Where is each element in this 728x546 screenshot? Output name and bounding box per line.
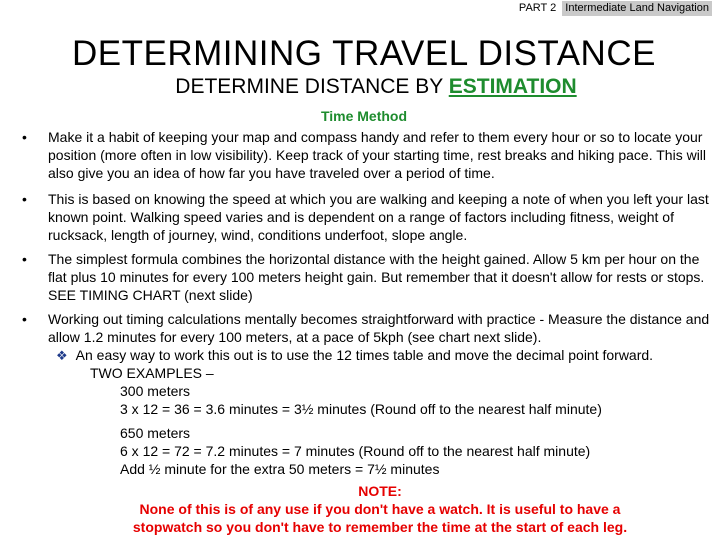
bullet-marker: • bbox=[22, 311, 27, 327]
example1-calc: 3 x 12 = 36 = 3.6 minutes = 3½ minutes (Round off to the nearest half minute) bbox=[120, 401, 602, 417]
subtitle-prefix: DETERMINE DISTANCE BY bbox=[175, 75, 449, 98]
note-heading: NOTE: bbox=[358, 483, 402, 499]
note-block bbox=[0, 482, 728, 536]
bullet-text: The simplest formula combines the horizontal distance with the height gained. Allow 5 km per hour on the flat plus 10 minutes for every 100 meters height gain. But remember that it doesn't allow for rests or stops. SEE TIMING CHART (next slide) bbox=[48, 251, 705, 303]
sub-bullet-text: An easy way to work this out is to use the 12 times table and move the decimal point forward. bbox=[75, 347, 654, 363]
slide-title: DETERMINING TRAVEL DISTANCE bbox=[72, 34, 656, 73]
bullet-marker: • bbox=[22, 191, 27, 207]
diamond-bullet-icon: ❖ bbox=[56, 348, 68, 363]
note-line-2: stopwatch so you don't have to remember the time at the start of each leg. bbox=[132, 519, 628, 535]
bullet-marker: • bbox=[22, 129, 27, 145]
bullet-marker: • bbox=[22, 251, 27, 267]
bullet-text: Working out timing calculations mentally becomes straightforward with practice - Measure the distance and allow 1.2 minutes for every 100 meters, at a pace of 5kph (see chart next slide). bbox=[48, 311, 710, 345]
examples-label: TWO EXAMPLES – bbox=[90, 365, 214, 381]
part-label: PART 2 bbox=[518, 2, 557, 14]
example2-calc: 6 x 12 = 72 = 7.2 minutes = 7 minutes (Round off to the nearest half minute) bbox=[120, 443, 591, 459]
section-badge: Intermediate Land Navigation bbox=[562, 1, 712, 16]
example2-distance: 650 meters bbox=[120, 425, 191, 441]
subtitle-accent: ESTIMATION bbox=[448, 75, 577, 98]
bullet-text: This is based on knowing the speed at which you are walking and keeping a note of when you left your last known point. Walking speed varies and is dependent on a range of factors including fitness, weight of rucksack, length of journey, wind, conditions underfoot, slope angle. bbox=[48, 191, 709, 243]
bullet-text: Make it a habit of keeping your map and compass handy and refer to them every hour or so to locate your position (more often in low visibility). Keep track of your starting time, rest breaks and hiking pace. This will also give you an idea of how far you have traveled over a period of time. bbox=[48, 129, 707, 181]
example2-extra: Add ½ minute for the extra 50 meters = 7½ minutes bbox=[120, 461, 440, 477]
sub-bullet bbox=[56, 346, 653, 365]
slide-header bbox=[519, 2, 712, 14]
slide-subtitle bbox=[0, 75, 728, 99]
method-heading: Time Method bbox=[320, 108, 408, 124]
note-line-1: None of this is of any use if you don't have a watch. It is useful to have a bbox=[139, 501, 621, 517]
example1-distance: 300 meters bbox=[120, 383, 191, 399]
